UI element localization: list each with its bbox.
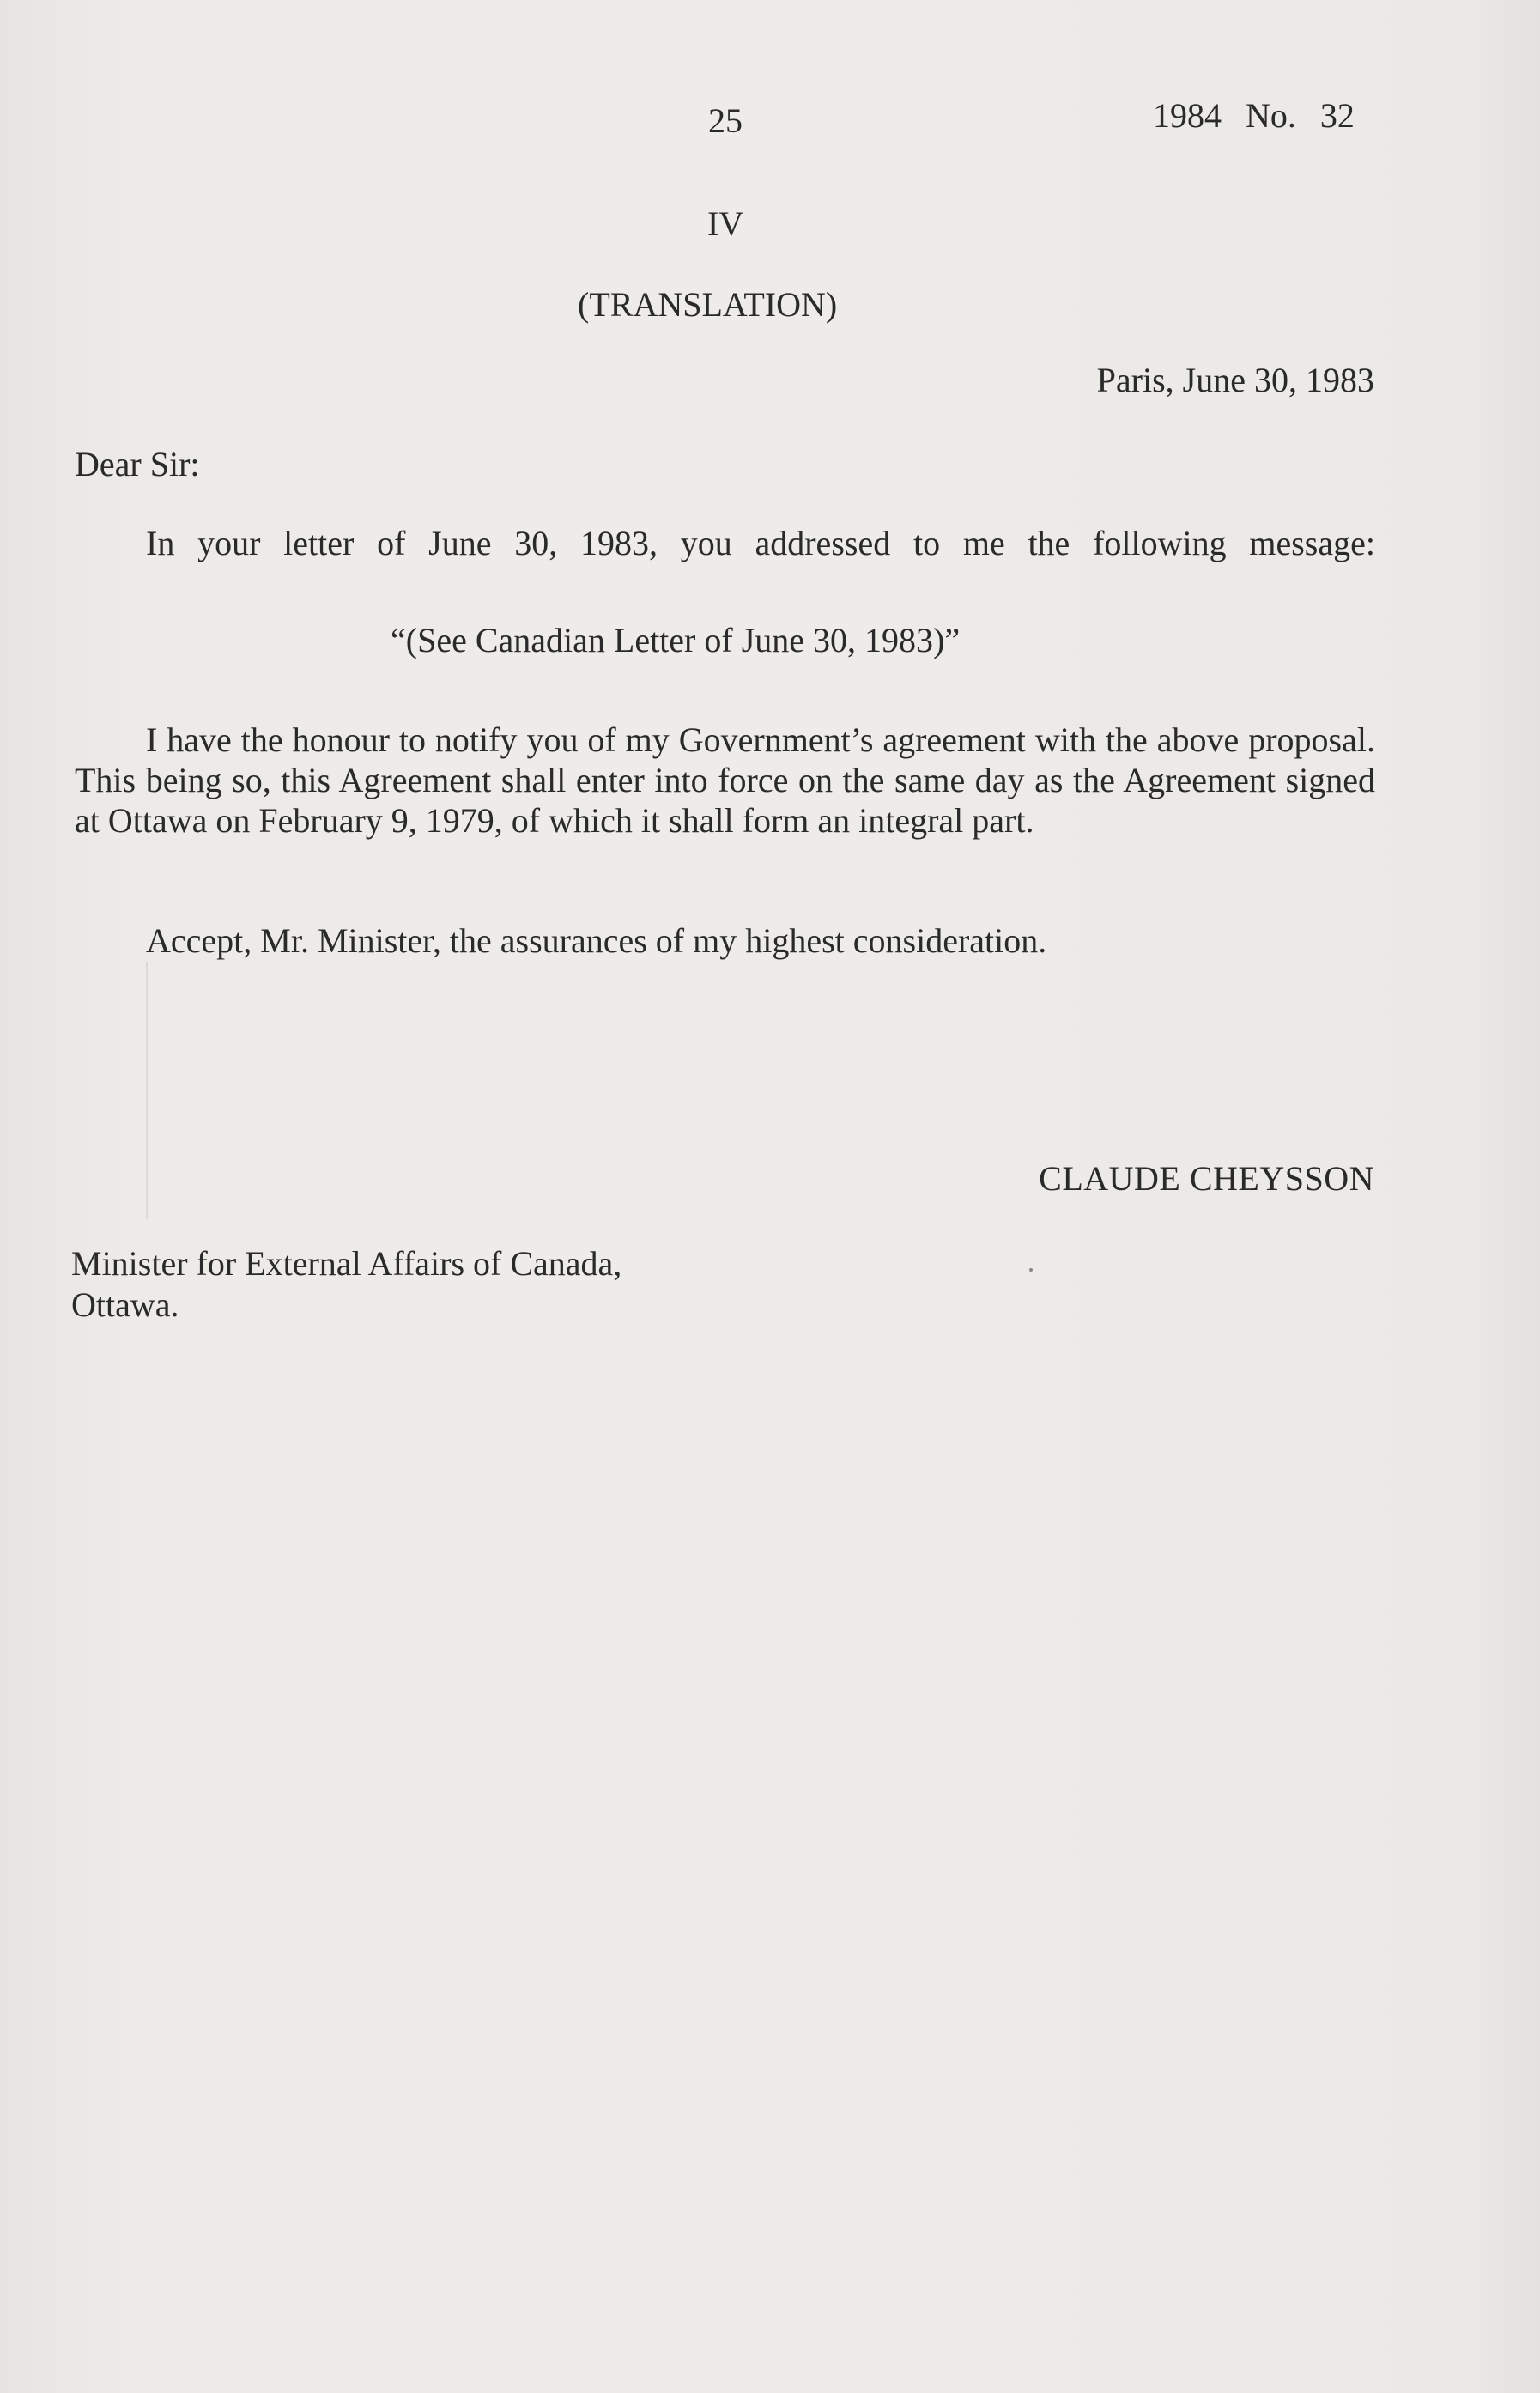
quoted-message: “(See Canadian Letter of June 30, 1983)”	[391, 621, 961, 659]
margin-shadow	[146, 962, 148, 1219]
paragraph-intro: In your letter of June 30, 1983, you addressed to me the following message:	[146, 524, 1375, 562]
salutation: Dear Sir:	[75, 445, 200, 483]
page-number: 25	[708, 101, 743, 140]
paper-speck	[1029, 1268, 1033, 1272]
translation-label: (TRANSLATION)	[578, 285, 838, 324]
document-reference: 1984 No. 32	[1153, 96, 1355, 135]
closing-line: Accept, Mr. Minister, the assurances of my highest consideration.	[146, 921, 1047, 960]
paragraph-agreement: I have the honour to notify you of my Government’s agreement with the above proposal. This being so, this Agreement shall enter into force on the same day as the Agreement signed at Ottawa on February 9, 1979, of which it shall form an integral part.	[75, 720, 1375, 840]
addressee-city: Ottawa.	[71, 1285, 179, 1324]
section-number: IV	[707, 204, 744, 243]
place-date: Paris, June 30, 1983	[1096, 361, 1374, 399]
addressee-title: Minister for External Affairs of Canada,	[71, 1244, 622, 1283]
signature-name: CLAUDE CHEYSSON	[1039, 1159, 1374, 1198]
addressee-block	[71, 1243, 844, 1326]
